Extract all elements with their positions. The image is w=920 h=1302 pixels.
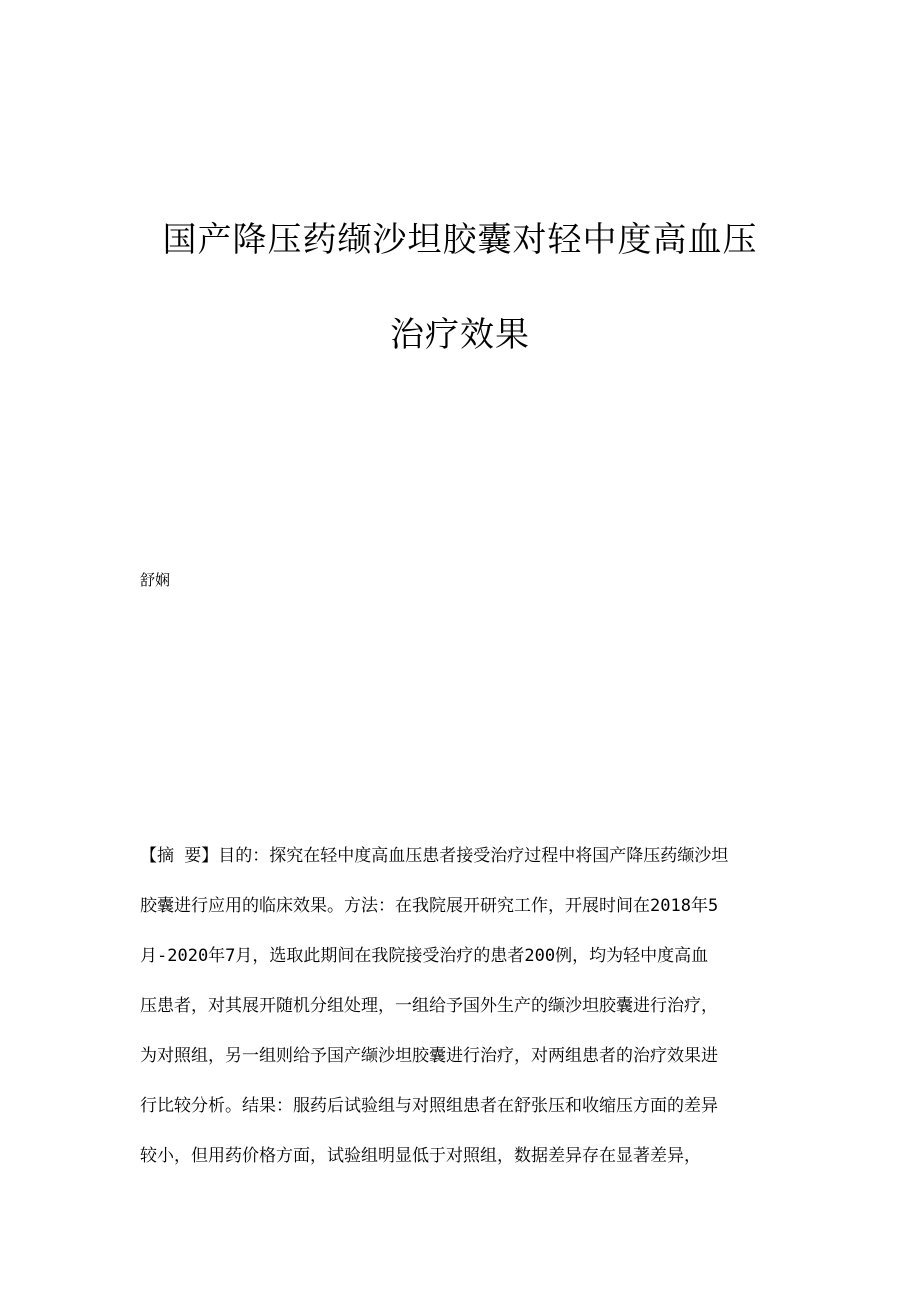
author-name: 舒娴 <box>140 571 171 589</box>
abstract-line: 较小，但用药价格方面，试验组明显低于对照组，数据差异存在显著差异， <box>140 1146 701 1166</box>
abstract-line: 为对照组，另一组则给予国产缬沙坦胶囊进行治疗，对两组患者的治疗效果进 <box>140 1046 718 1066</box>
abstract <box>140 841 790 1191</box>
abstract-line: 【摘 要】目的：探究在轻中度高血压患者接受治疗过程中将国产降压药缬沙坦 <box>140 846 729 866</box>
title-line-2: 治疗效果 <box>390 315 530 355</box>
abstract-line: 胶囊进行应用的临床效果。方法：在我院展开研究工作，开展时间在2018年5 <box>140 896 719 916</box>
abstract-line: 月-2020年7月，选取此期间在我院接受治疗的患者200例，均为轻中度高血 <box>140 946 709 966</box>
abstract-line: 行比较分析。结果：服药后试验组与对照组患者在舒张压和收缩压方面的差异 <box>140 1096 718 1116</box>
title-line-1: 国产降压药缬沙坦胶囊对轻中度高血压 <box>162 220 758 260</box>
abstract-line: 压患者，对其展开随机分组处理，一组给予国外生产的缬沙坦胶囊进行治疗， <box>140 996 718 1016</box>
